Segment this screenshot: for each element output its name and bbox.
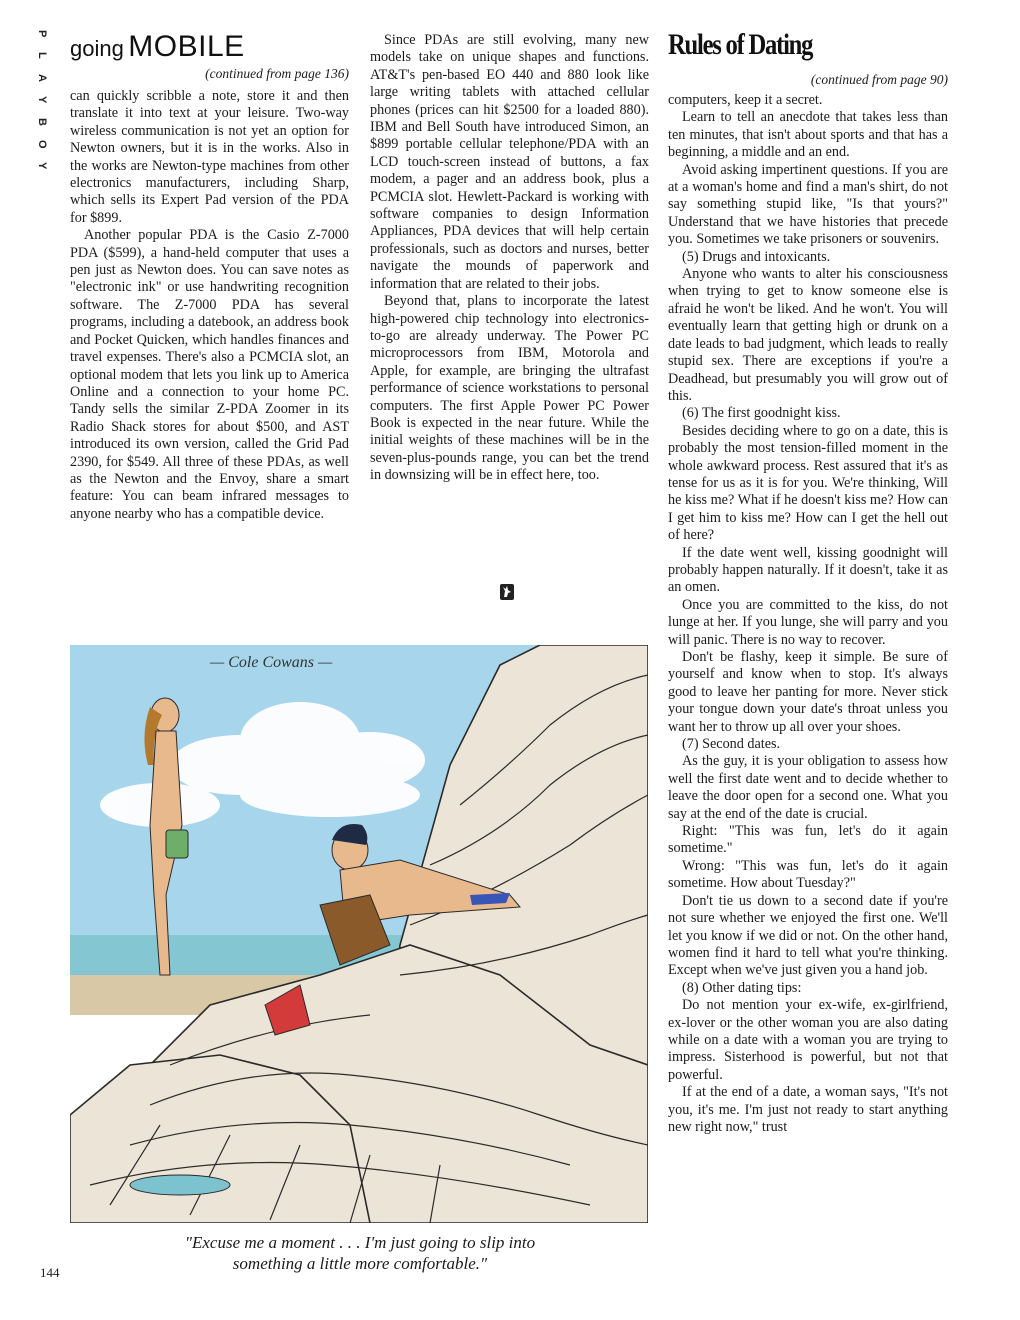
end-mark-icon bbox=[500, 584, 514, 600]
page-number: 144 bbox=[40, 1265, 60, 1280]
paragraph: computers, keep it a secret. bbox=[668, 92, 823, 108]
magazine-letter: A bbox=[36, 74, 48, 82]
magazine-name bbox=[36, 30, 52, 190]
paragraph: Do not mention your ex-wife, ex-girlfriend, ex-lover or the other woman you are also dating while on a date with a woman you are trying to impress. Sisterhood is powerful, but not that powerful. bbox=[668, 997, 948, 1083]
going-mobile-title bbox=[70, 30, 245, 64]
section-heading: (5) Drugs and intoxicants. bbox=[682, 248, 831, 265]
magazine-letter: O bbox=[36, 140, 48, 149]
paragraph: Besides deciding where to go on a date, this is probably the most tension-filled moment in the whole awkward process. Rest assured that it's as tense for us as it is for you. We're thinking, Will he kiss me? What if he doesn't kiss me? How can I get him to kiss me? How can I get the hell out of here? bbox=[668, 422, 948, 544]
magazine-letter: L bbox=[36, 52, 48, 59]
paragraph: Anyone who wants to alter his consciousness when trying to get to know someone else is afraid he won't be liked. And he won't. You will eventually learn that getting high or drunk on a date leads to bad judgment, which leads to really stupid sex. There are exceptions if you're a Deadhead, but presumably you will grow out of this. bbox=[668, 266, 948, 404]
paragraph: Since PDAs are still evolving, many new models take on unique shapes and functions. AT&T's pen-based EO 440 and 880 look like large writing tablets with attached cellular phones (prices can hit $2500 for a loaded 880). IBM and Bell South have introduced Simon, an $899 portable cellular telephone/PDA with an LCD touch-screen instead of buttons, a fax modem, a pager and an address book, plus a PCMCIA slot. Hewlett-Packard is working with software companies to design Information Appliances, PDA devices that will help certain professionals, such as doctors and nurses, better navigate the mounds of paperwork and information that are related to their jobs. bbox=[370, 32, 649, 292]
paragraph: Avoid asking impertinent questions. If you are at a woman's home and find a man's shirt, do not say something stupid like, "Is that yours?" Understand that we have histories that precede you. Sometimes we take prisoners or souvenirs. bbox=[668, 161, 948, 248]
continued-note-rules: (continued from page 90) bbox=[810, 72, 948, 87]
paragraph: can quickly scribble a note, store it and then translate it into text at your leisure. Two-way wireless communication is not yet an option for Newton owners, but it is in the works. Also in the works are Newton-type machines from other electronics manufacturers, including Sharp, which sells its Expert Pad version of the PDA for $899. bbox=[70, 88, 349, 226]
column-mobile-1 bbox=[70, 88, 349, 523]
paragraph: Once you are committed to the kiss, do not lunge at her. If you lunge, she will parry and you will panic. There is no way to recover. bbox=[668, 596, 948, 648]
going-word: going bbox=[70, 36, 124, 61]
paragraph: Beyond that, plans to incorporate the latest high-powered chip technology into electronics-to-go are already underway. The Power PC microprocessors from IBM, Motorola and Apple, for example, are bringing the ultrafast performance of science workstations to personal computers. The first Apple Power PC Power Book is expected in the near future. While the initial weights of these machines will be in the seven-plus-pounds range, you can bet the trend in downsizing will be in effect here, too. bbox=[370, 293, 649, 484]
magazine-letter: Y bbox=[36, 162, 48, 170]
rules-of-dating-title: Rules of Dating bbox=[668, 28, 813, 61]
tide-pool bbox=[130, 1175, 230, 1195]
paragraph: Don't be flashy, keep it simple. Be sure of yourself and know when to stop. It's always good to leave her panting for more. Never stick your tongue down your date's throat unless you want her to throw up all over your shoes. bbox=[668, 649, 948, 735]
paragraph: If the date went well, kissing goodnight will probably happen naturally. If it doesn't, take it as an omen. bbox=[668, 544, 948, 596]
paragraph: If at the end of a date, a woman says, "It's not you, it's me. I'm just not ready to start anything new right now," trust bbox=[668, 1084, 948, 1135]
column-rules bbox=[668, 92, 948, 1136]
paragraph: Wrong: "This was fun, let's do it again sometime. How about Tuesday?" bbox=[668, 857, 948, 892]
paragraph: Right: "This was fun, let's do it again sometime." bbox=[668, 823, 948, 857]
caption-line: something a little more comfortable." bbox=[232, 1254, 488, 1273]
artist-signature: — Cole Cowans — bbox=[210, 654, 333, 671]
paragraph: Don't tie us down to a second date if you're not sure whether we enjoyed the first one. We'll let you know if we did or not. On the other hand, women find it hard to tell what you're thinking. Except when we've just given you a hand job. bbox=[668, 892, 948, 979]
paragraph: Learn to tell an anecdote that takes less than ten minutes, that isn't about sports and that has a beginning, a middle and an end. bbox=[668, 109, 948, 161]
magazine-letter: P bbox=[36, 30, 48, 38]
column-mobile-2 bbox=[370, 32, 649, 485]
paragraph: Another popular PDA is the Casio Z-7000 PDA ($599), a hand-held computer that uses a pen just as Newton does. You can save notes as "electronic ink" or use handwriting recognition software. The Z-7000 PDA has several programs, including a datebook, an address book and Pocket Quicken, which handles finances and travel expenses. There's also a PCMCIA slot, an optional modem that lets you link up to America Online and a connection to your home PC. Tandy sells the similar Z-PDA Zoomer in its Radio Shack stores for about $500, and AST introduced its own version, called the Grid Pad 2390, for $549. All three of these PDAs, as well as the Newton and the Envoy, share a smart feature: You can beam infrared messages to anyone nearby who has a compatible device. bbox=[70, 227, 349, 522]
paragraph: As the guy, it is your obligation to assess how well the first date went and to decide whether to leave the door open for a second one. What you say at the end of the date is crucial. bbox=[668, 753, 948, 822]
cartoon-caption bbox=[110, 1232, 610, 1274]
magazine-letter: Y bbox=[36, 96, 48, 104]
mobile-word: MOBILE bbox=[128, 30, 245, 63]
continued-note-mobile: (continued from page 136) bbox=[205, 66, 349, 81]
section-heading: (7) Second dates. bbox=[682, 736, 781, 753]
caption-line: "Excuse me a moment . . . I'm just going to slip into bbox=[184, 1233, 536, 1252]
cartoon-illustration bbox=[70, 645, 648, 1223]
magazine-letter: B bbox=[36, 118, 48, 126]
section-heading: (8) Other dating tips: bbox=[682, 979, 802, 996]
section-heading: (6) The first goodnight kiss. bbox=[682, 405, 841, 422]
